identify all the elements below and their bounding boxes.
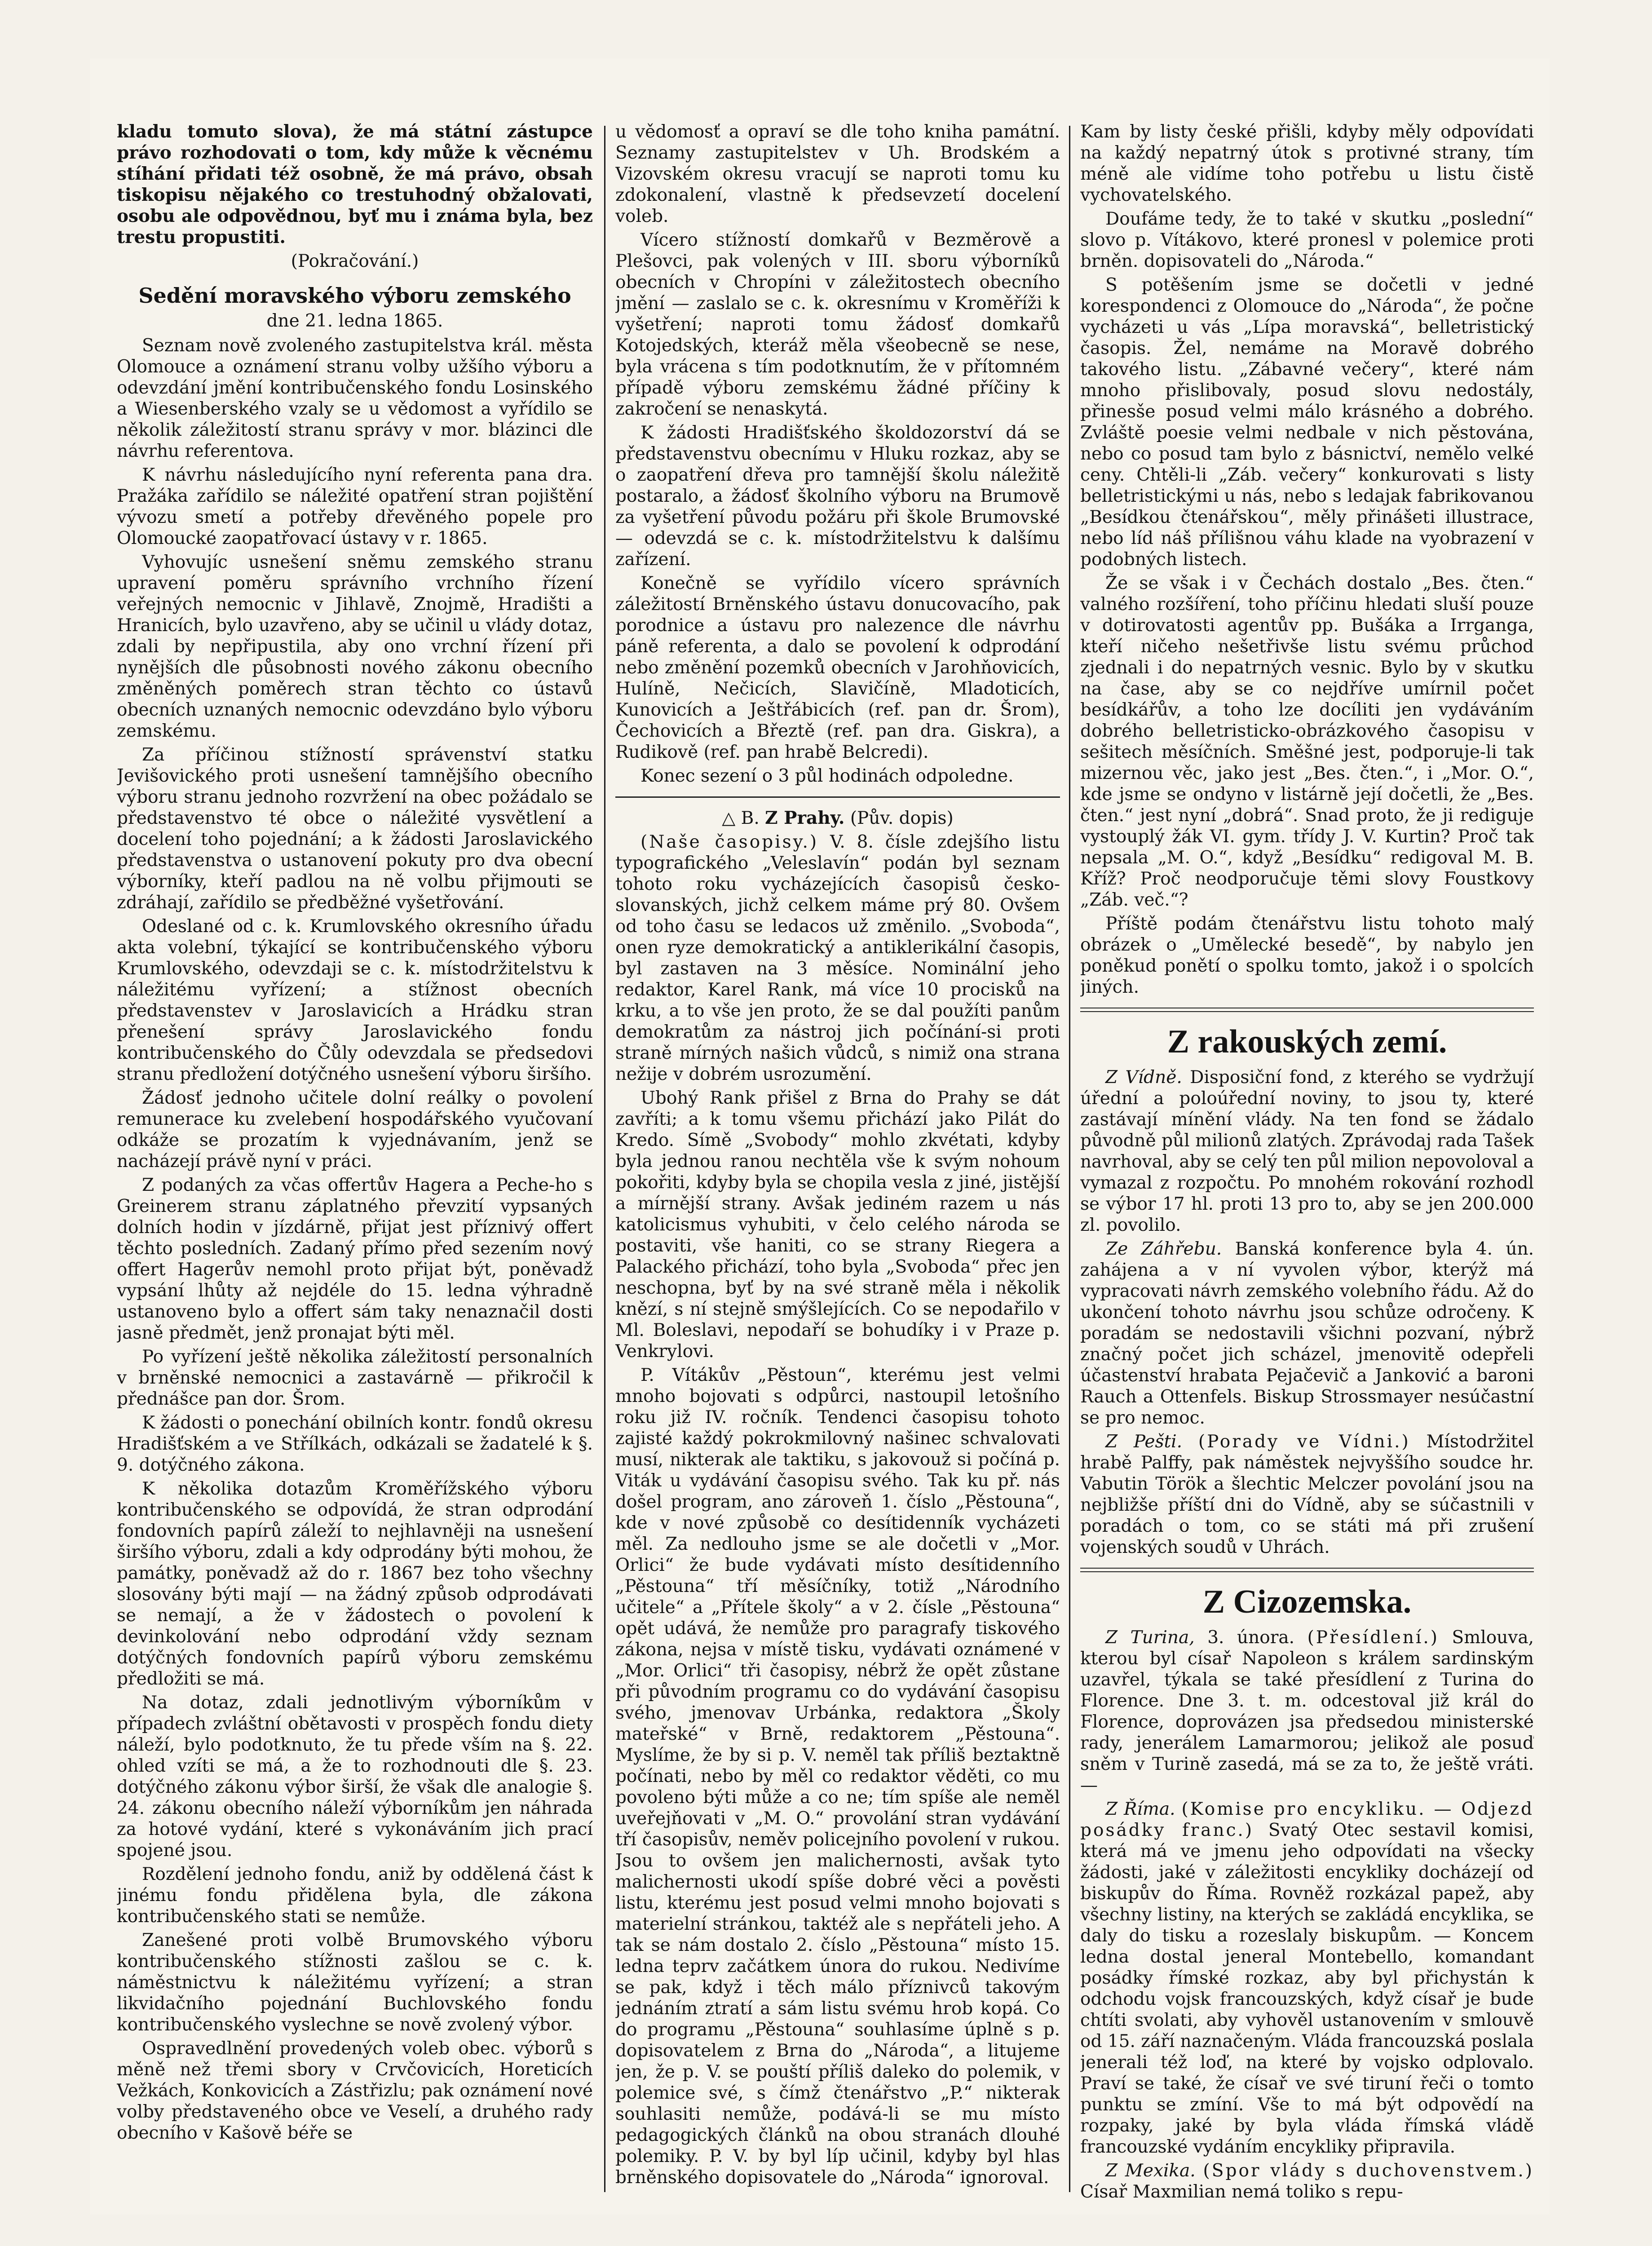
column-2 [615,121,1060,2246]
article-paragraph: K žádosti o ponechání obilních kontr. fondů okresu Hradišťském a ve Střílkách, odkázali se žadatelé k §. 9. dotýčného zákona. [117,1413,593,1475]
subheading: (Komise pro encykliku. — Odjezd posádky franc.) [1080,1799,1534,1840]
article-paragraph: Za příčinou stížností správenství statku Jevišovického proti usnešení tamnějšího obecního výboru stranu jednoho rozvržení na obec požádalo se představenstvo té obce o náležité vysvětlení a docelení toho pojednání; a k žádosti Jaroslavického představenstva o ustanovení pokuty pro dva obecní výborníky, kteří padlou na ně volbu přijmouti se zdráhají, zařídilo se předběžné vyšetřování. [117,745,593,913]
article-paragraph: Konec sezení o 3 půl hodinách odpoledne. [640,766,1014,786]
article-paragraph: Rozdělení jednoho fondu, aniž by oddělená část k jinému fondu přidělena byla, dle zákona kontribučenského stati se nemůže. [117,1864,593,1927]
paragraph-text: Banská konference byla 4. ún. zahájena a v ní vyvolen výbor, kterýž má vypracovati návrh zemského volebního řádu. Až do ukončení tohoto návrhu jsou schůze odročeny. K poradám se nedostavili všichni pozvaní, nýbrž značný počet jich scházel, jmenovitě odepřeli účastenství hrabata Pejačevič a Janković a baroni Rauch a Ottenfels. Biskup Strossmayer nesúčastní se pro nemoc. [1080,1239,1534,1428]
article-paragraph [1080,1799,1534,2158]
article-paragraph: Ubohý Rank přišel z Brna do Prahy se dát zavříti; a k tomu všemu přichází jako Pilát do Kredo. Símě „Svobody“ mohlo zkvétati, kdyby byla jednou ranou nechtěla vše k svým nohoum pokořiti, kdyby byla se chopila vesla z jiné, jistější a mírnější strany. Avšak jediném razem u nás katolicismus vyhubiti, v čelo celého národa se postaviti, vše haniti, co se strany Riegera a Palackého přichází, toho byla „Svoboda“ přec jen neschopna, byť by na své straně měla i několik knězí, s ní stejně smýšlejících. Co se nepodařilo v Ml. Boleslavi, nepodaří se bohudíky i v Praze p. Venkrylovi. [615,1088,1060,1362]
article-paragraph: K návrhu následujícího nyní referenta pana dra. Pražáka zařídilo se náležité opatření stran pojištění vývozu smetí a potřeby dřevěného popele pro Olomoucké zaopatřovací ústavy v r. 1865. [117,465,593,548]
article-paragraph: Seznam nově zvoleného zastupitelstva král. města Olomouce a oznámení stranu volby užšího výboru a odevzdání jmění kontribučenského fondu Losinského a Wiesenberského vzaly se u vědomost a vyřídilo se několik záležitostí stranu správy v mor. blázinci dle návrhu referentova. [117,336,593,461]
article-paragraph: Odeslané od c. k. Krumlovského okresního úřadu akta volební, týkající se kontribučenského výboru Krumlovského, odevzdaji se c. k. místodržitelstvu k náležitému vyřízení; a stížnost obecních představenstev v Jaroslavicích a Hrádku stran přenešení správy Jaroslavického fondu kontribučenského do Čůly odevzdala se předsedovi stranu předložení dotýčného usnešení výboru širšího. [117,916,593,1084]
article-paragraph: Na dotaz, zdali jednotlivým výborníkům v případech zvláštní obětavosti v prospěch fondu diety náleží, bylo podotknuto, že tu přede vším na §. 22. ohled vzíti se má, a že to rozhodnouti dle §. 23. dotýčného zákonu výbor širší, že však dle analogie §. 24. zákonu obecního náleží výborníkům jen náhrada za hotové vydání, které s vykonáváním jich prací spojené jsou. [117,1693,593,1861]
section-divider [1080,1008,1534,1012]
column-divider-left [604,126,605,2192]
paragraph-text: Místodržitel hrabě Palffy, pak náměstek nejvyššího soudce hr. Vabutin Török a šlechtic Melczer povolání jsou na nejbližše příští dni do Vídně, aby se súčastnili v poradách o tom, co se státi má při zrušení vojenských soudů v Uhrách. [1080,1432,1534,1557]
praha-note: (Pův. dopis) [850,808,954,828]
praha-heading-line [615,808,1060,829]
place-label: Z Vídně. [1105,1067,1182,1088]
article-paragraph: Vícero stížností domkařů v Bezměrově a Plešovci, pak volených v III. sboru výborníků obecních v Chropíni v záležitostech obecního jmění — zaslalo se c. k. okresnímu v Kroměříži k vyšetření; naproti tomu žádosť domkařů Kotojedských, kteráž měla všeobecně se nese, byla vrácena s tím podotknutím, že v přítomném případě výboru zemskému žádné příčiny k zakročení se nenaskytá. [615,230,1060,419]
continuation-note: (Pokračování.) [291,251,419,271]
triangle-mark: △ B. [722,808,760,828]
section-heading-foreign: Z Cizozemska. [1202,1583,1412,1620]
article-paragraph [1080,1067,1534,1236]
article-paragraph [1080,1238,1534,1428]
article-paragraph [1080,1627,1534,1796]
article-paragraph: Že se však i v Čechách dostalo „Bes. čten.“ valného rozšíření, toho příčinu hledati sluší pouze v dotirovatosti agentův pp. Bušáka a Irrganga, kteří ničeho nešetřivše listu svému průchod zjednali i do nepatrných vesnic. Bylo by v skutku na čase, aby se co nejdříve umírnil počet besídkářův, a toho lze docíliti jen vydáváním dobrého belletristicko-obrázkového časopisu v sešitech měsíčních. Směšné jest, podporuje-li tak mizernou věc, jako jest „Bes. čten.“, i „Mor. O.“, kde jsme se ondyno v listárně její dočetli, že „Bes. čten.“ jest nyní „dobrá“. Snad proto, že ji rediguje vystouplý žák VI. gym. třídy J. V. Kurtin? Proč tak nepsala „M. O.“, když „Besídku“ redigoval M. B. Kříž? Proč neodporučuje těmi slovy Foustkovy „Záb. več.“? [1080,573,1534,910]
article-paragraph [1080,1431,1534,1558]
article-paragraph: Ospravedlnění provedených voleb obec. výborů s měně než třemi sbory v Crvčovicích, Horeticích Vežkách, Konkovicích a Zástřizlu; pak oznámení nové volby představeného obce ve Veselí, a druhého rady obecního v Kašově béře se [117,2038,593,2143]
newspaper-page [90,58,1550,2215]
column-3 [1080,121,1534,2246]
place-label: Z Pešti. [1105,1432,1183,1452]
article-paragraph: P. Vítákův „Pěstoun“, kterému jest velmi mnoho bojovati s odpůrci, nastoupil letošního roku již IV. ročník. Tendenci časopisu tohoto zajisté každý pokrokmilovný našinec schvalovati musí, nikterak ale taktiku, s jakovouž si počíná p. Viták u vydávání časopisu svého. Tak ku př. nás došel program, ano zároveň 1. číslo „Pěstouna“, kde v nové způsobě co desítidenník vycházeti měl. Za nedlouho jsme se ale dočetli v „Mor. Orlici“ že bude vydávati místo desítidenního „Pěstouna“ tří měsíčníky, totiž „Národního učitele“ a „Přítele školy“ a v 2. čísle „Pěstouna“ opět udává, že nemůže pro paragrafy tiskového zákona, nejsa v místě tisku, vydávati oznámené v „Mor. Orlici“ tři časopisy, nébrž že opět zůstane při původním programu co do vydávání časopisu svého, jmenovav Urbánka, redaktora „Školy mateřské“ v Brně, redaktorem „Pěstouna“. Myslíme, že by si p. V. neměl tak příliš beztaktně počínati, nebo by měl co redaktor věděti, co mu povoleno býti může a co ne; tím spíše ale neměl uveřejňovati v „M. O.“ provolání stran vydávání tří časopisův, neměv policejního povolení v rukou. Jsou to ovšem jen malichernosti, avšak tyto malichernosti ukodí spíše dobré věci a pověsti listu, kterému jest posud velmi mnoho bojovati s materielní stránkou, taktéž ale s nepřáteli jeho. A tak se nám dostalo 2. číslo „Pěstouna“ místo 15. ledna teprv začátkem února do rukou. Nedivíme se pak, když i těch málo příznivců takovým jednáním ztratí a sám listu svému hrob kopá. Co do programu „Pěstouna“ souhlasíme úplně s p. dopisovatelem z Brna do „Národa“, a litujeme jen, že p. V. se pouští příliš daleko do polemik, v polemice své, s čímž čtenářstvo „P.“ nikterak souhlasiti nemůže, podává-li se mu místo pedagogických článků na obou stranách dlouhé polemiky. P. V. by byl líp učinil, kdyby byl hlas brněnského dopisovatele do „Národa“ ignoroval. [615,1365,1060,2188]
place-label: Z Říma. [1105,1799,1175,1819]
article-heading: Sedění moravského výboru zemského [138,283,571,308]
article-paragraph: u vědomosť a opraví se dle toho kniha památní. Seznamy zastupitelstev v Uh. Brodském a Vizovském okresu vracují se naproti tomu ku zdokonalení, vlastně k předsevzetí docelení voleb. [615,122,1060,226]
article-date: dne 21. ledna 1865. [266,311,443,331]
paragraph-text: V. 8. čísle zdejšího listu typografického „Veleslavín“ podán byl seznam tohoto roku vycházejících časopisů česko-slovanských, jichž celkem máme prý 80. Ovšem od toho času se ledacos už změnilo. „Svoboda“, onen ryze demokratický a antiklerikální časopis, byl zastaven na 3 měsíce. Nominální jeho redaktor, Karel Rank, má více 10 procisků na krku, a to vše jen proto, že se dal použíti panům demokratům za nástroj jich počínání-si proti straně mírných našich vůdců, s nimiž ona strana nežije v dobrém usrozumění. [615,832,1060,1084]
section-divider [1080,1568,1534,1572]
column-1 [117,121,593,2246]
praha-heading: Z Prahy. [765,808,845,828]
article-paragraph [1080,2160,1534,2202]
subheading: (Přesídlení.) [1307,1627,1439,1648]
paragraph-text: Císař Maxmilian nemá toliko s repu- [1080,2182,1403,2202]
article-paragraph [615,831,1060,1085]
article-paragraph: Z podaných za včas offertův Hagera a Peche-ho s Greinerem stranu záplatného převzití vypsaných dolních hodin v jízdárně, přijat jest příznivý offert těchto posledních. Zadaný přímo před sezením nový offert Hagerův nemohl proto přijat být, poněvadž vypsání lhůty až nejdéle do 15. ledna výhradně ustanoveno bylo a offert sám taky nenaznačil dosti jasně předmět, jenž pronajat býti měl. [117,1175,593,1343]
subheading: (Spor vlády s duchovenstvem.) [1203,2161,1534,2181]
subheading: (Naše časopisy.) [640,832,819,852]
article-paragraph: Doufáme tedy, že to také v skutku „poslední“ slovo p. Vítákovo, které pronesl v polemice proti brněn. dopisovateli do „Národa.“ [1080,209,1534,271]
paragraph-text: Svatý Otec sestavil komisi, která má ve jmenu jeho odpovídati na všecky žádosti, jaké v záležitosti encykliky docházejí od biskupův do Říma. Rovněž rozkázal papež, aby všechny listiny, na kterých se zakládá encyklika, se daly do tisku a rozeslaly biskupům. — Koncem ledna dostal jeneral Montebello, komandant posádky římské rozkaz, aby byl přichystán k odchodu vojsk francouzských, když císař je bude chtíti svolati, aby vyhověl ustanovením v smlouvě od 15. září naznačeným. Vláda francouzská poslala jenerali též loď, na které by vojsko odplovalo. Praví se také, že císař ve své tiruní řeči o tomto punktu se zmíní. Vše to má být odpovědí na rozpaky, jaké by byla vláda římská vládě francouzské vydáním encykliky připravila. [1080,1820,1534,2157]
article-paragraph: K žádosti Hradišťského školdozorství dá se představenstvu obecnímu v Hluku rozkaz, aby se o zaopatření dřeva pro tamnější školu náležitě postaralo, a žádosť školního výboru na Brumově za vyšetření původu požáru při škole Brumovské — odevzdá se c. k. místodržitelstvu k dalšímu zařízení. [615,423,1060,570]
paragraph-text: Disposiční fond, z kterého se vydržují úřední a poloúřední noviny, to jsou ty, které zastávají mínění vlády. Na ten fond se žádalo původně půl milionů zlatých. Zprávodaj rada Tašek navrhoval, aby se celý ten půl milion nepovoloval a vymazal z rozpočtu. Po mnohém rokování rozhodl se výbor 17 hl. proti 13 pro to, aby se jen 200.000 zl. povolilo. [1080,1067,1534,1235]
place-label: Z Mexika. [1105,2161,1196,2181]
column-divider-right [1069,126,1070,2192]
article-paragraph: Příště podám čtenářstvu listu tohoto malý obrázek o „Umělecké besedě“, by nabylo jen poněkud ponětí o spolku tomto, jakož i o spolcích jiných. [1080,914,1534,997]
article-paragraph: Kam by listy české přišli, kdyby měly odpovídati na každý nepatrný útok s protivné strany, tím méně ale vidíme toho potřebu u listu čistě vychovatelského. [1080,122,1534,205]
article-paragraph: kladu tomuto slova), že má státní zástupce právo rozhodovati o tom, kdy může k věcnému stíhání přidati též osobně, že má právo, obsah tiskopisu nějakého co trestuhodný obžalovati, osobu ale odpovědnou, byť mu i známa byla, bez trestu propustiti. [117,121,593,248]
article-paragraph: Konečně se vyřídilo vícero správních záležitostí Brněnského ústavu donucovacího, pak porodnice a ústavu pro nalezence dle návrhu páně referenta, a dalo se povolení k odprodání nebo změnění pozemků obecních v Jarohňovicích, Hulíně, Nečicích, Slavičíně, Mladoticích, Kunovicích a Ještřábicích (ref. pan dr. Šrom), Čechovicích a Březtě (ref. pan dra. Giskra), a Rudikově (ref. pan hrabě Belcredi). [615,573,1060,762]
section-heading-austria: Z rakouských zemí. [1167,1023,1447,1060]
article-paragraph: Zanešené proti volbě Brumovského výboru kontribučenského stížnosti zašlou se c. k. náměstnictvu k náležitému vyřízení; a stran likvidačního pojednání Buchlovského fondu kontribučenského vyslechne se nově zvolený výbor. [117,1930,593,2035]
article-paragraph: Vyhovujíc usnešení sněmu zemského stranu upravení poměru správního vrchního řízení veřejných nemocnic v Jihlavě, Znojmě, Hradišti a Hranicích, bylo uzavřeno, aby se učinil u vlády dotaz, zdali by nepřipustila, aby ono vrchní řízení při nynějších dle působnosti nového zákonu obecního změněných poměrech stran těchto co ústavů obecních uznaných nemocnic odevzdáno bylo výboru zemskému. [117,552,593,741]
article-paragraph: Po vyřízení ještě několika záležitostí personalních v brněnské nemocnici a zastavárně — přikročil k přednášce pan dor. Šrom. [117,1347,593,1409]
article-paragraph: S potěšením jsme se dočetli v jedné korespondenci z Olomouce do „Národa“, že počne vycházeti u vás „Lípa moravská“, belletristický časopis. Žel, nemáme na Moravě dobrého takového listu. „Zábavné večery“, které nám mnoho přislibovaly, posud slovu nedostály, přinesše posud velmi málo krásného a dobrého. Zvláště poesie velmi nedbale v nich pěstována, nebo co posud tam bylo z básnictví, nemělo velké ceny. Chtěli-li „Záb. večery“ konkurovati s listy belletristickými u nás, nebo s ledajak fabrikovanou „Besídkou čtenářskou“, měly přinášeti illustrace, nebo líd náš přílišnou váhu klade na vyobrazení v podobných listech. [1080,275,1534,570]
article-paragraph: K několika dotazům Kroměřížského výboru kontribučenského se odpovídá, že stran odprodání fondovních papírů záleží to nejhlavněji na usnešení širšího výboru, zdali a kdy odprodány býti mohou, že památky, poněvadž až do r. 1867 bez toho všechny slosovány býti mají — na žádný způsob odprodávati se nemají, a že v žádostech o povolení k devinkolování nebo odprodání vždy seznam dotýčných fondovních papírů výboru zemskému předložiti se má. [117,1479,593,1689]
subheading: (Porady ve Vídni.) [1198,1432,1410,1452]
place-label: Z Turina, [1105,1627,1195,1648]
place-label: Ze Záhřebu. [1105,1239,1222,1259]
section-divider [615,796,1060,798]
paragraph-text: Smlouva, kterou byl císař Napoleon s králem sardinským uzavřel, týkala se také přesídlení z Turina do Florence. Dne 3. t. m. odcestoval již král do Florence, doprovázen jsa předsedou ministerské rady, jenerálem Lamarmorou; jelikož ale posuď sněm v Turině zasedá, má se za to, že ještě vráti. — [1080,1627,1534,1795]
date-label: 3. února. [1207,1627,1295,1648]
article-paragraph: Žádosť jednoho učitele dolní reálky o povolení remunerace ku zvelebení hospodářského vyučovaní odkáže se prozatím k vyjednávaním, jenž se nacházejí právě nyní v práci. [117,1088,593,1172]
